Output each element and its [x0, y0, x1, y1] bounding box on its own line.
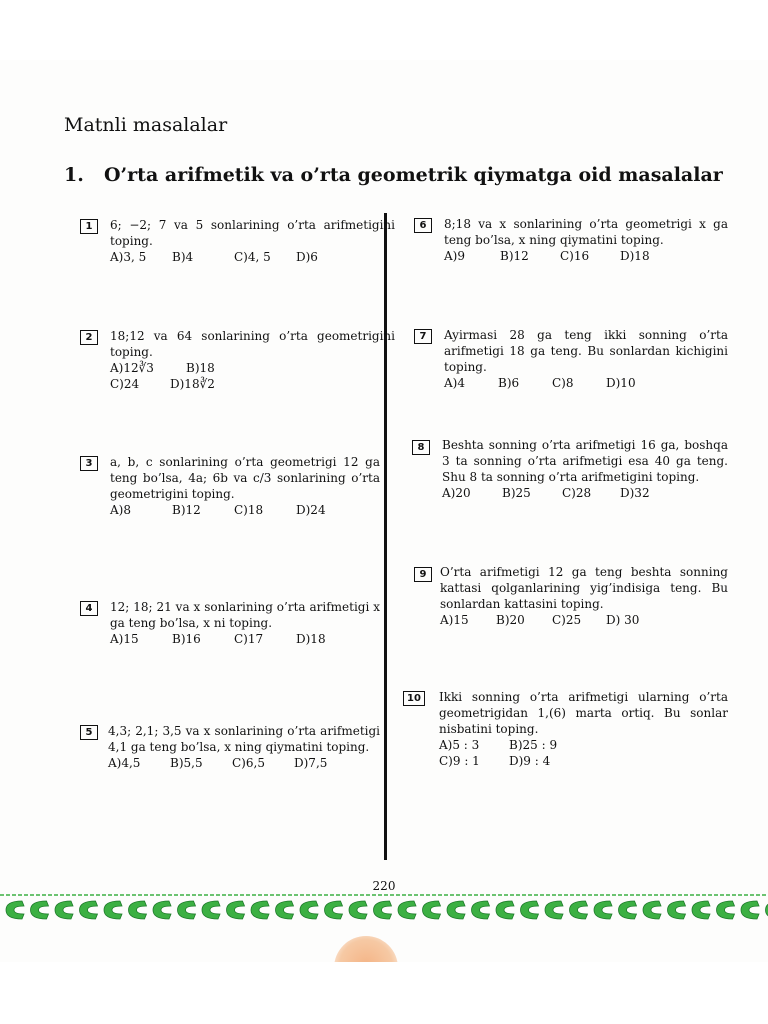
- answer-option-d: D)7,5: [294, 756, 328, 770]
- problem-number-badge: 2: [80, 330, 98, 345]
- problem-text: Ikki sonning o’rta arifmetigi ularning o’rta geometrigidan 1,(6) marta ortiq. Bu sonlar nisbatini toping.: [439, 690, 728, 736]
- chapter-title: O’rta arifmetik va o’rta geometrik qiymatga oid masalalar: [104, 164, 723, 186]
- border-chevron: [496, 901, 514, 919]
- answer-option-b: B)5,5: [170, 756, 203, 770]
- problem-5: [85, 723, 380, 771]
- chapter-heading: [64, 164, 723, 186]
- problem-text: 6; −2; 7 va 5 sonlarining o’rta arifmetigini toping.: [110, 218, 395, 248]
- answer-option-b: B)18: [186, 361, 215, 375]
- problem-text: 8;18 va x sonlarining o’rta geometrigi x ga teng bo’lsa, x ning qiymatini toping.: [444, 217, 728, 247]
- border-chevron: [545, 901, 563, 919]
- problem-number-badge: 6: [414, 218, 432, 233]
- answer-option-a: A)12∛3: [110, 361, 154, 375]
- border-chevron: [692, 901, 710, 919]
- border-chevron: [741, 901, 759, 919]
- problem-1: [85, 217, 395, 265]
- answer-option-a: A)4: [444, 376, 465, 390]
- border-chevron: [349, 901, 367, 919]
- border-chevron: [325, 901, 343, 919]
- decorative-border: [0, 893, 768, 923]
- answer-option-a: A)9: [444, 249, 465, 263]
- problem-text: Beshta sonning o’rta arifmetigi 16 ga, boshqa 3 ta sonning o’rta arifmetigi esa 40 ga teng. Shu 8 ta sonning o’rta arifmetigini toping.: [442, 438, 728, 484]
- answer-option-b: B)12: [500, 249, 529, 263]
- answer-options-row-2: [110, 376, 395, 392]
- problem-10: [407, 689, 728, 769]
- border-chevron: [80, 901, 98, 919]
- border-chevron: [521, 901, 539, 919]
- border-chevron: [668, 901, 686, 919]
- border-pattern-icon: [0, 893, 768, 923]
- answer-option-c: C)24: [110, 377, 140, 391]
- border-chevron: [276, 901, 294, 919]
- border-chevron: [447, 901, 465, 919]
- answer-option-c: C)4, 5: [234, 250, 271, 264]
- border-chevron: [374, 901, 392, 919]
- border-chevron: [619, 901, 637, 919]
- problem-number-badge: 8: [412, 440, 430, 455]
- answer-option-b: B)6: [498, 376, 520, 390]
- answer-option-d: D)10: [606, 376, 636, 390]
- answer-option-a: A)4,5: [108, 756, 141, 770]
- section-title: Matnli masalalar: [64, 114, 228, 136]
- answer-option-c: C)18: [234, 503, 264, 517]
- border-chevron: [129, 901, 147, 919]
- problem-2: [85, 328, 395, 392]
- answer-option-b: B)20: [496, 613, 525, 627]
- problem-number-badge: 1: [80, 219, 98, 234]
- problem-8: [417, 437, 728, 501]
- answer-option-a: A)3, 5: [110, 250, 147, 264]
- problem-6: [419, 216, 728, 264]
- border-chevron: [643, 901, 661, 919]
- border-chevron: [6, 901, 24, 919]
- answer-option-c: C)6,5: [232, 756, 265, 770]
- page-bottom-margin: [0, 962, 768, 1024]
- answer-option-d: D)18: [620, 249, 650, 263]
- answer-option-d: D)9 : 4: [509, 754, 551, 768]
- border-chevron: [398, 901, 416, 919]
- answer-option-c: C)25: [552, 613, 582, 627]
- border-chevron: [178, 901, 196, 919]
- answer-option-b: B)25: [502, 486, 531, 500]
- border-chevron: [251, 901, 269, 919]
- answer-option-b: B)4: [172, 250, 194, 264]
- border-chevron: [227, 901, 245, 919]
- answer-options-row-1: [110, 360, 395, 376]
- border-chevron: [153, 901, 171, 919]
- answer-option-b: B)12: [172, 503, 201, 517]
- border-chevron: [717, 901, 735, 919]
- answer-option-c: C)9 : 1: [439, 754, 480, 768]
- answer-option-a: A)8: [110, 503, 131, 517]
- problem-text: 4,3; 2,1; 3,5 va x sonlarining o’rta arifmetigi 4,1 ga teng bo’lsa, x ning qiymatini toping.: [108, 724, 380, 754]
- problem-9: [419, 564, 728, 628]
- problem-text: 12; 18; 21 va x sonlarining o’rta arifmetigi x ga teng bo’lsa, x ni toping.: [110, 600, 380, 630]
- answer-options: [110, 502, 380, 518]
- problem-number-badge: 4: [80, 601, 98, 616]
- answer-option-c: C)8: [552, 376, 574, 390]
- answer-option-d: D)24: [296, 503, 326, 517]
- answer-option-b: B)16: [172, 632, 201, 646]
- chapter-number: 1.: [64, 164, 84, 186]
- answer-option-a: A)20: [442, 486, 471, 500]
- answer-options: [442, 485, 728, 501]
- answer-options: [110, 249, 395, 265]
- problem-number-badge: 3: [80, 456, 98, 471]
- answer-option-c: C)28: [562, 486, 592, 500]
- problem-number-badge: 9: [414, 567, 432, 582]
- answer-options-row-1: [439, 737, 728, 753]
- problem-7: [419, 327, 728, 391]
- border-chevron: [570, 901, 588, 919]
- column-divider: [384, 213, 387, 860]
- problem-text: a, b, c sonlarining o’rta geometrigi 12 ga teng bo’lsa, 4a; 6b va c/3 sonlarining o’rta geometrigini toping.: [110, 455, 380, 501]
- problem-text: 18;12 va 64 sonlarining o’rta geometrigini toping.: [110, 329, 395, 359]
- answer-option-d: D)18: [296, 632, 326, 646]
- answer-options: [108, 755, 380, 771]
- problem-number-badge: 5: [80, 725, 98, 740]
- answer-option-a: A)5 : 3: [439, 738, 480, 752]
- problem-3: [85, 454, 380, 518]
- problem-number-badge: 10: [403, 691, 425, 706]
- problem-4: [85, 599, 380, 647]
- answer-option-d: D)32: [620, 486, 650, 500]
- answer-options-row-2: [439, 753, 728, 769]
- answer-option-a: A)15: [110, 632, 139, 646]
- border-chevron: [300, 901, 318, 919]
- answer-options: [444, 248, 728, 264]
- border-chevron: [472, 901, 490, 919]
- answer-options: [110, 631, 380, 647]
- problem-text: Ayirmasi 28 ga teng ikki sonning o’rta arifmetigi 18 ga teng. Bu sonlardan kichigini toping.: [444, 328, 728, 374]
- answer-options: [444, 375, 728, 391]
- answer-option-c: C)17: [234, 632, 264, 646]
- answer-option-c: C)16: [560, 249, 590, 263]
- page-number: 220: [372, 879, 396, 893]
- problem-number-badge: 7: [414, 329, 432, 344]
- border-chevron: [31, 901, 49, 919]
- answer-option-d: D)6: [296, 250, 318, 264]
- answer-option-b: B)25 : 9: [509, 738, 558, 752]
- problem-text: O’rta arifmetigi 12 ga teng beshta sonning kattasi qolganlarining yig’indisiga teng. Bu sonlardan kattasini toping.: [440, 565, 728, 611]
- answer-options: [440, 612, 728, 628]
- border-chevron: [594, 901, 612, 919]
- answer-option-a: A)15: [440, 613, 469, 627]
- border-chevron: [104, 901, 122, 919]
- border-chevron: [202, 901, 220, 919]
- answer-option-d: D)18∛2: [170, 377, 215, 391]
- border-chevron: [423, 901, 441, 919]
- answer-option-d: D) 30: [606, 613, 640, 627]
- border-chevron: [55, 901, 73, 919]
